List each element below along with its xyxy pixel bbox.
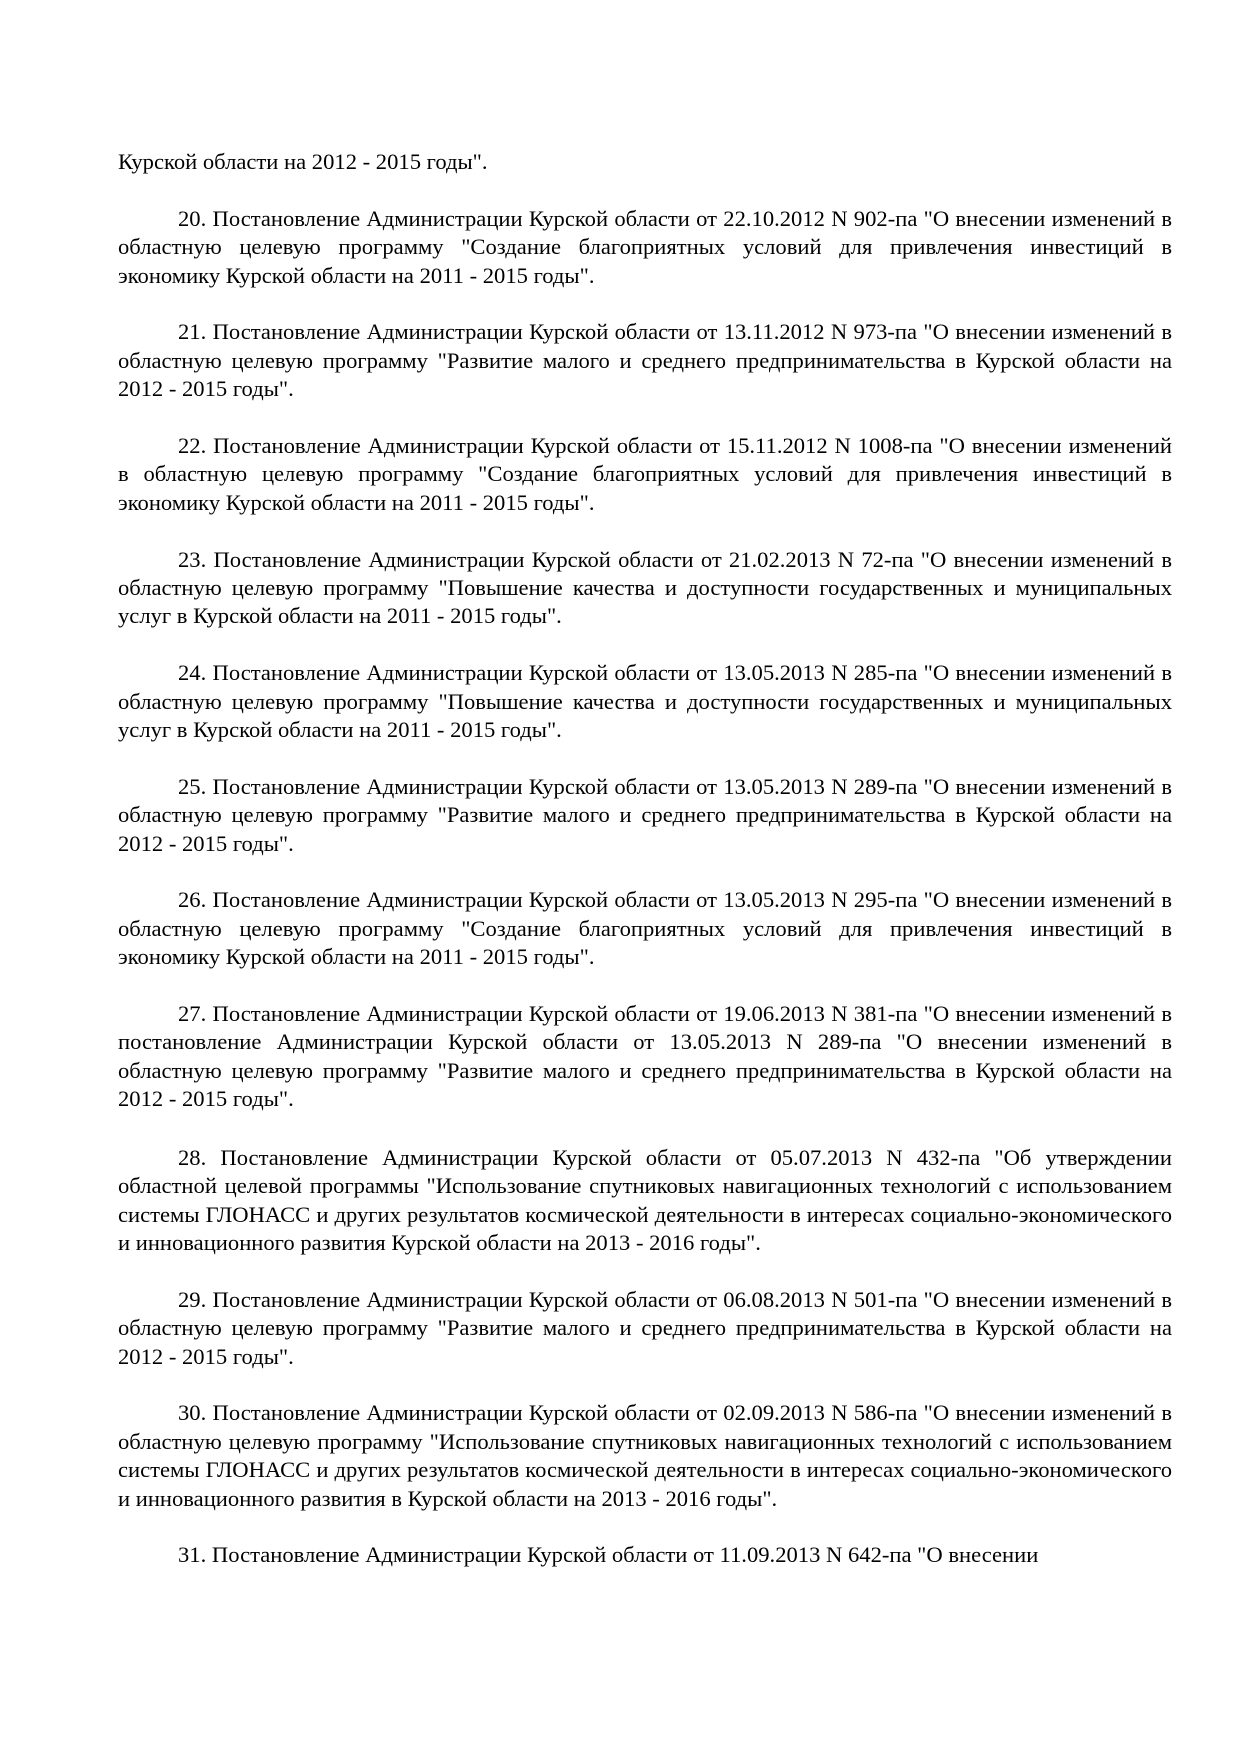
list-item-20: 20. Постановление Администрации Курской области от 22.10.2012 N 902-па "О внесении изменений в областную целевую программу "Создание благоприятных условий для привлечения инвестиций в экономику Курской области на 2011 - 2015 годы". (118, 205, 1172, 288)
list-item-29: 29. Постановление Администрации Курской области от 06.08.2013 N 501-па "О внесении изменений в областную целевую программу "Развитие малого и среднего предпринимательства в Курской области на 2012 - 2015 годы". (118, 1286, 1172, 1369)
list-item-30: 30. Постановление Администрации Курской области от 02.09.2013 N 586-па "О внесении изменений в областную целевую программу "Использование спутниковых навигационных технологий с использованием системы ГЛОНАСС и других результатов космической деятельности в интересах социально-экономического и инновационного развития в Курской области на 2013 - 2016 годы". (118, 1400, 1172, 1511)
paragraph-continuation: Курской области на 2012 - 2015 годы". (118, 149, 488, 174)
list-item-24: 24. Постановление Администрации Курской области от 13.05.2013 N 285-па "О внесении изменений в областную целевую программу "Повышение качества и доступности государственных и муниципальных услуг в Курской области на 2011 - 2015 годы". (118, 660, 1172, 743)
list-item-31: 31. Постановление Администрации Курской области от 11.09.2013 N 642-па "О внесении (178, 1542, 1039, 1568)
list-item-23: 23. Постановление Администрации Курской области от 21.02.2013 N 72-па "О внесении изменений в областную целевую программу "Повышение качества и доступности государственных и муниципальных услуг в Курской области на 2011 - 2015 годы". (118, 546, 1172, 629)
document-page (118, 148, 1172, 1570)
list-item-27: 27. Постановление Администрации Курской области от 19.06.2013 N 381-па "О внесении изменений в постановление Администрации Курской области от 13.05.2013 N 289-па "О внесении изменений в областную целевую программу "Развитие малого и среднего предпринимательства в Курской области на 2012 - 2015 годы". (118, 1001, 1172, 1112)
list-item-25: 25. Постановление Администрации Курской области от 13.05.2013 N 289-па "О внесении изменений в областную целевую программу "Развитие малого и среднего предпринимательства в Курской области на 2012 - 2015 годы". (118, 773, 1172, 856)
list-item-22: 22. Постановление Администрации Курской области от 15.11.2012 N 1008-па "О внесении изменений в областную целевую программу "Создание благоприятных условий для привлечения инвестиций в экономику Курской области на 2011 - 2015 годы". (118, 433, 1172, 515)
list-item-21: 21. Постановление Администрации Курской области от 13.11.2012 N 973-па "О внесении изменений в областную целевую программу "Развитие малого и среднего предпринимательства в Курской области на 2012 - 2015 годы". (118, 319, 1172, 402)
list-item-26: 26. Постановление Администрации Курской области от 13.05.2013 N 295-па "О внесении изменений в областную целевую программу "Создание благоприятных условий для привлечения инвестиций в экономику Курской области на 2011 - 2015 годы". (118, 887, 1172, 970)
list-item-28: 28. Постановление Администрации Курской области от 05.07.2013 N 432-па "Об утверждении областной целевой программы "Использование спутниковых навигационных технологий с использованием системы ГЛОНАСС и других результатов космической деятельности в интересах социально-экономического и инновационного развития Курской области на 2013 - 2016 годы". (118, 1144, 1172, 1255)
